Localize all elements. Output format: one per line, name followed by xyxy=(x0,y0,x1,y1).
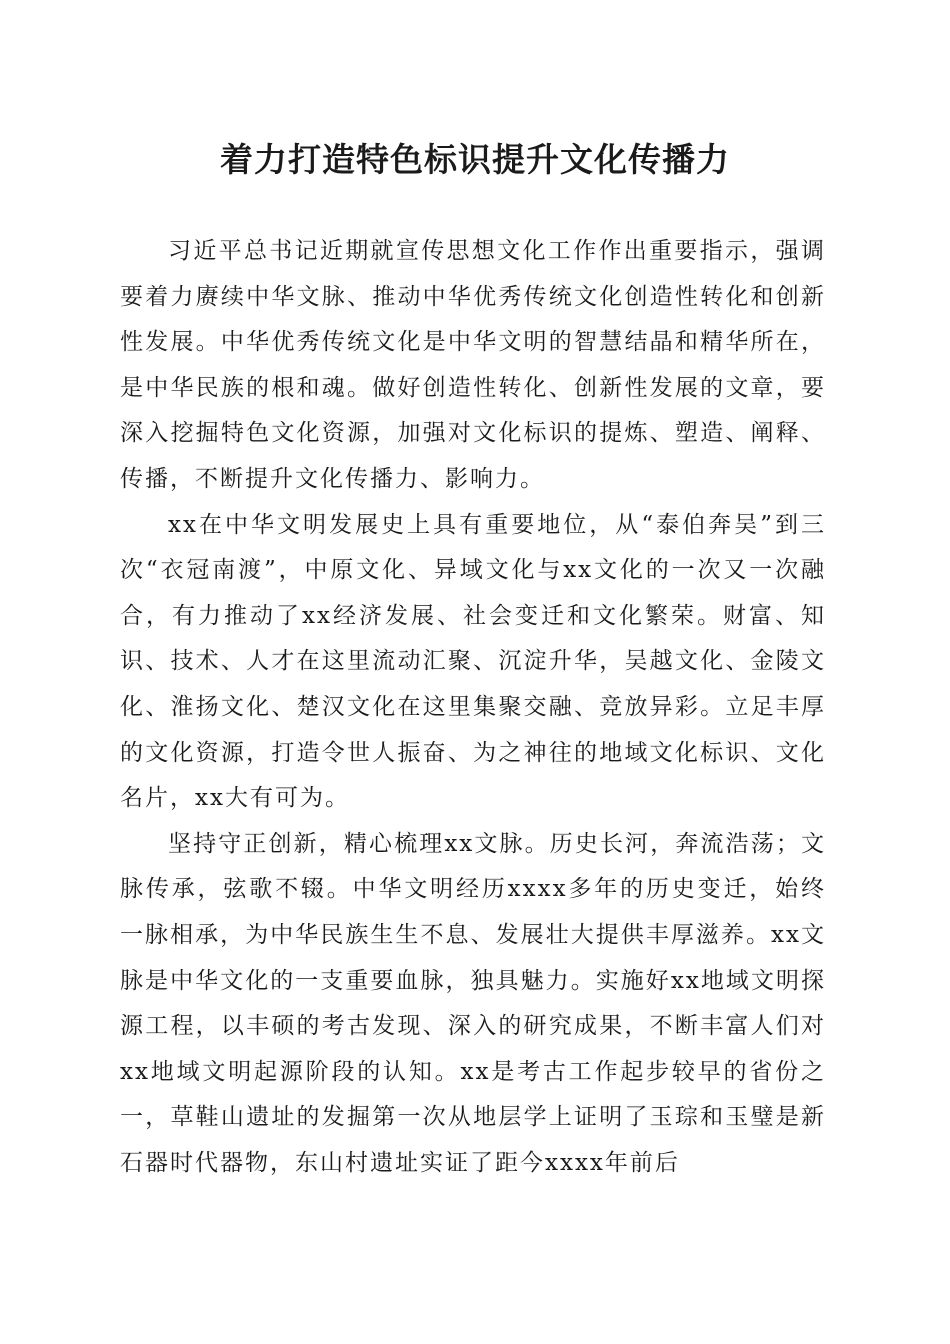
document-body xyxy=(120,229,826,1186)
document-title: 着力打造特色标识提升文化传播力 xyxy=(220,140,730,179)
paragraph-3: 坚持守正创新，精心梳理xx文脉。历史长河，奔流浩荡；文脉传承，弦歌不辍。中华文明经历xxxx多年的历史变迁，始终一脉相承，为中华民族生生不息、发展壮大提供丰厚滋养。xx文脉是中华文化的一支重要血脉，独具魅力。实施好xx地域文明探源工程，以丰硕的考古发现、深入的研究成果，不断丰富人们对xx地域文明起源阶段的认知。xx是考古工作起步较早的省份之一，草鞋山遗址的发掘第一次从地层学上证明了玉琮和玉璧是新石器时代器物，东山村遗址实证了距今xxxx年前后 xyxy=(120,830,826,1176)
paragraph-1: 习近平总书记近期就宣传思想文化工作作出重要指示，强调要着力赓续中华文脉、推动中华优秀传统文化创造性转化和创新性发展。中华优秀传统文化是中华文明的智慧结晶和精华所在，是中华民族的根和魂。做好创造性转化、创新性发展的文章，要深入挖掘特色文化资源，加强对文化标识的提炼、塑造、阐释、传播，不断提升文化传播力、影响力。 xyxy=(120,238,826,492)
paragraph-2: xx在中华文明发展史上具有重要地位，从“泰伯奔吴”到三次“衣冠南渡”，中原文化、异域文化与xx文化的一次又一次融合，有力推动了xx经济发展、社会变迁和文化繁荣。财富、知识、技术、人才在这里流动汇聚、沉淀升华，吴越文化、金陵文化、淮扬文化、楚汉文化在这里集聚交融、竞放异彩。立足丰厚的文化资源，打造令世人振奋、为之神往的地域文化标识、文化名片，xx大有可为。 xyxy=(120,511,826,812)
